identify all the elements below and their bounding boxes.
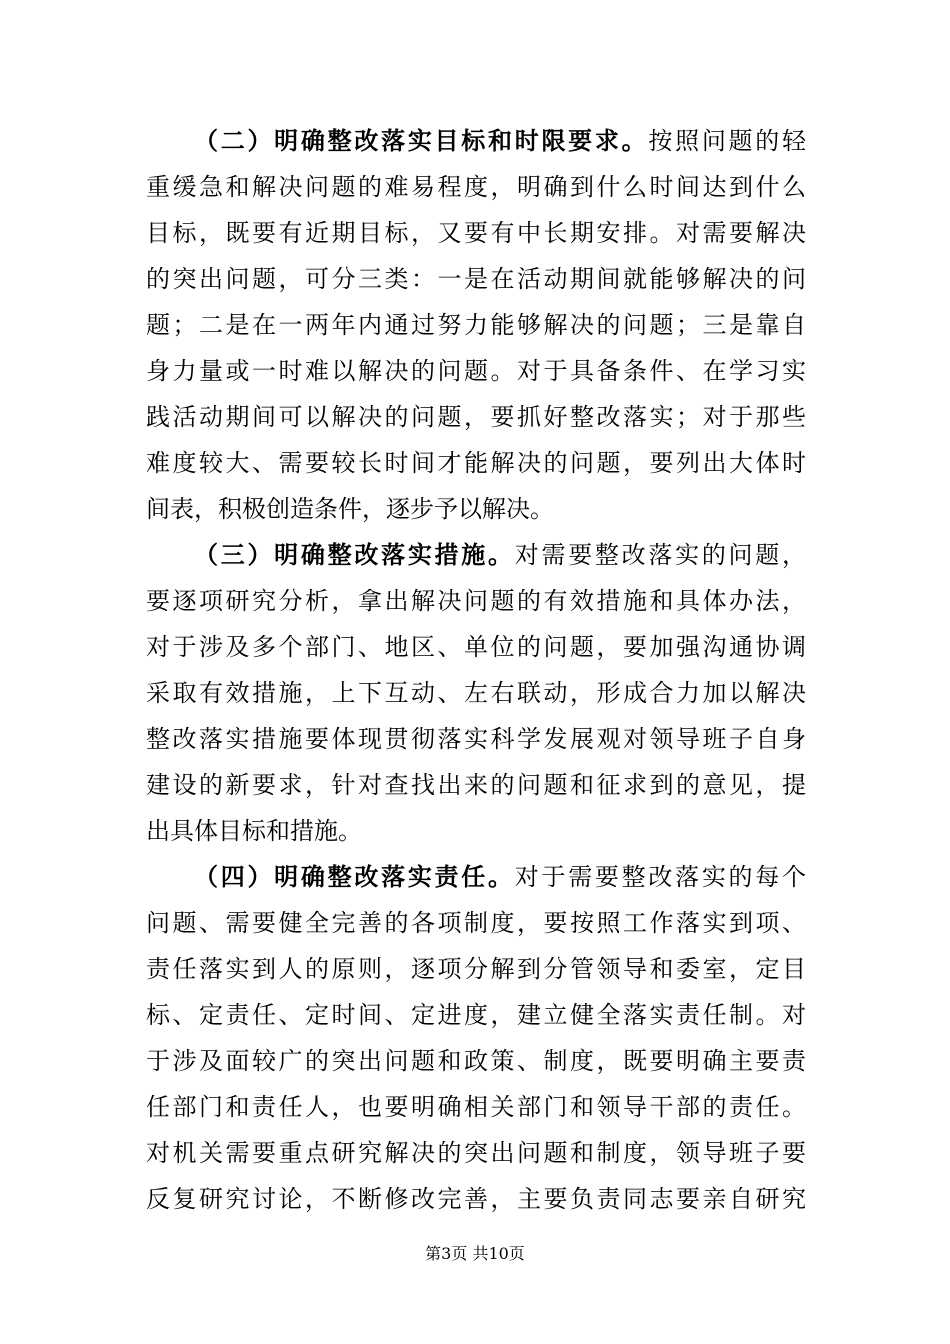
paragraph-2-text: 按照问题的轻 bbox=[648, 127, 807, 155]
text-line: 出具体目标和措施。 bbox=[146, 817, 362, 845]
text-line: 践活动期间可以解决的问题，要抓好整改落实；对于那些 bbox=[146, 403, 806, 431]
text-line: 对机关需要重点研究解决的突出问题和制度，领导班子要 bbox=[146, 1139, 806, 1167]
text-line: 采取有效措施，上下互动、左右联动，形成合力加以解决 bbox=[146, 679, 806, 707]
text-line: 目标，既要有近期目标，又要有中长期安排。对需要解决 bbox=[146, 219, 806, 247]
text-line: 要逐项研究分析，拿出解决问题的有效措施和具体办法， bbox=[146, 587, 806, 615]
paragraph-3-text: 对需要整改落实的问题， bbox=[514, 541, 807, 569]
text-line: 重缓急和解决问题的难易程度，明确到什么时间达到什么 bbox=[146, 173, 806, 201]
text-line: 于涉及面较广的突出问题和政策、制度，既要明确主要责 bbox=[146, 1047, 806, 1075]
paragraph-2-heading: （二）明确整改落实目标和时限要求。 bbox=[194, 127, 649, 155]
page-number-footer: 第3页 共10页 bbox=[425, 1244, 525, 1263]
text-line: 整改落实措施要体现贯彻落实科学发展观对领导班子自身 bbox=[146, 725, 806, 753]
paragraph-3-first-line bbox=[146, 532, 806, 578]
text-line: 对于涉及多个部门、地区、单位的问题，要加强沟通协调 bbox=[146, 633, 806, 661]
text-line: 题；二是在一两年内通过努力能够解决的问题；三是靠自 bbox=[146, 311, 806, 339]
text-line: 难度较大、需要较长时间才能解决的问题，要列出大体时 bbox=[146, 449, 806, 477]
text-line: 身力量或一时难以解决的问题。对于具备条件、在学习实 bbox=[146, 357, 806, 385]
text-line: 问题、需要健全完善的各项制度，要按照工作落实到项、 bbox=[146, 909, 806, 937]
text-line: 建设的新要求，针对查找出来的问题和征求到的意见，提 bbox=[146, 771, 806, 799]
text-line: 反复研究讨论，不断修改完善，主要负责同志要亲自研究 bbox=[146, 1185, 806, 1213]
document-body bbox=[146, 118, 806, 1222]
paragraph-3-heading: （三）明确整改落实措施。 bbox=[194, 541, 515, 569]
paragraph-4-text: 对于需要整改落实的每个 bbox=[514, 863, 807, 891]
text-line: 的突出问题，可分三类：一是在活动期间就能够解决的问 bbox=[146, 265, 806, 293]
paragraph-4-heading: （四）明确整改落实责任。 bbox=[194, 863, 515, 891]
text-line: 标、定责任、定时间、定进度，建立健全落实责任制。对 bbox=[146, 1001, 806, 1029]
text-line: 任部门和责任人，也要明确相关部门和领导干部的责任。 bbox=[146, 1093, 806, 1121]
paragraph-2-first-line bbox=[146, 118, 806, 164]
text-line: 间表，积极创造条件，逐步予以解决。 bbox=[146, 495, 554, 523]
text-line: 责任落实到人的原则，逐项分解到分管领导和委室，定目 bbox=[146, 955, 806, 983]
paragraph-4-first-line bbox=[146, 854, 806, 900]
